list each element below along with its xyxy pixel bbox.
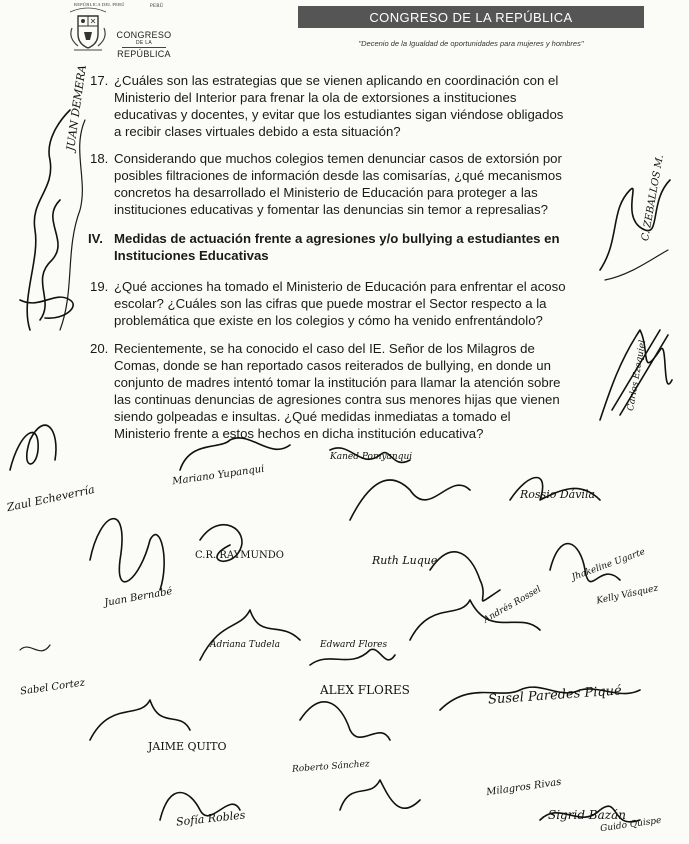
handwritten-name-20: Jhakeline Ugarte [570, 547, 647, 583]
question-17-line-1: ¿Cuáles son las estrategias que se vienen aplicando en coordinación con el [114, 73, 559, 88]
question-19-line-3: problemática que existe en los colegios y cómo ha venido enfrentándolo? [114, 313, 543, 328]
emblem-arc-text: REPÚBLICA DEL PERÚ [74, 2, 125, 7]
question-20-line-3: conjunto de madres intentó tomar la institución para llamar la atención sobre [114, 375, 561, 390]
question-19 [114, 278, 576, 329]
question-18-line-2: posibles filtraciones de información desde las comisarías, ¿qué mecanismos [114, 168, 562, 183]
handwritten-name-24: Guido Quispe [599, 815, 663, 835]
coat-of-arms-icon [66, 6, 110, 56]
emblem-small-text: PERÚ [150, 4, 164, 9]
institution-name [116, 30, 172, 59]
question-19-number: 19. [90, 279, 109, 294]
handwritten-name-3: Mariano Yupanqui [171, 463, 266, 488]
handwritten-name-8: JAIME QUITO [148, 740, 227, 753]
question-17 [114, 72, 576, 140]
question-19-line-2: escolar? ¿Cuáles son las cifras que puede mostrar el Sector respecto a la [114, 296, 547, 311]
handwritten-name-5: Sabel Cortez [19, 677, 86, 698]
handwritten-name-6: ALEX FLORES [320, 683, 410, 697]
question-17-line-4: a recibir clases virtuales debido a esta situación? [114, 124, 401, 139]
handwritten-name-10: Sigrid Bazán [548, 808, 626, 822]
section-iv-title-line-2: Instituciones Educativas [114, 248, 269, 263]
handwritten-name-2: C. ZEBALLOS M. [640, 153, 667, 242]
section-iv-title [114, 230, 584, 264]
question-18-line-1: Considerando que muchos colegios temen denunciar casos de extorsión por [114, 151, 562, 166]
question-20 [114, 340, 576, 442]
handwritten-name-19: Juan Bernabé [103, 586, 174, 609]
handwritten-name-9: Milagros Rivas [485, 776, 562, 799]
handwritten-name-15: Sofía Robles [175, 808, 246, 829]
handwritten-name-21: Kelly Vásquez [595, 583, 660, 607]
question-18 [114, 150, 576, 218]
question-17-number: 17. [90, 73, 109, 88]
institution-line1: CONGRESO [116, 30, 172, 40]
question-20-line-4: las continuas denuncias de agresiones contra sus menores hijas que vienen [114, 392, 560, 407]
question-20-line-6: Ministerio frente a estos hechos en dicha institución educativa? [114, 426, 484, 441]
question-20-line-1: Recientemente, se ha conocido el caso del IE. Señor de los Milagros de [114, 341, 535, 356]
handwritten-name-4: Rossio Dávila [520, 488, 596, 501]
section-iv-number: IV. [88, 231, 103, 246]
institution-line2: REPÚBLICA [117, 49, 171, 59]
handwritten-name-16: Roberto Sánchez [291, 759, 370, 775]
handwritten-name-11: C.R. RAYMUNDO [195, 550, 284, 561]
handwritten-name-17: Edward Flores [320, 640, 388, 650]
handwritten-name-23: Carlos Ezequiel [626, 339, 649, 412]
question-18-line-3: concretos ha desarrollado el Ministerio de Educación para proteger a las [114, 185, 538, 200]
institution-divider [122, 47, 166, 48]
question-17-line-2: Ministerio del Interior para frenar la ola de extorsiones a instituciones [114, 90, 517, 105]
question-18-line-4: instituciones educativas y fomentar las denuncias sin temor a represalias? [114, 202, 548, 217]
signature-row-3 [20, 600, 540, 665]
handwritten-name-7: Susel Paredes Piqué [487, 683, 623, 708]
question-20-line-5: siendo golpeadas e insultas. ¿Qué medidas inmediatas a tomado el [114, 409, 511, 424]
handwritten-name-22: Andrés Rossel [481, 584, 543, 626]
handwritten-name-12: Ruth Luque [372, 554, 438, 567]
institution-connector: DE LA [136, 40, 152, 46]
question-19-line-1: ¿Qué acciones ha tomado el Ministerio de Educación para enfrentar el acoso [114, 279, 566, 294]
handwritten-name-18: Adriana Tudela [210, 640, 280, 650]
signature-right-upper [600, 180, 670, 280]
handwritten-name-13: Kaned Pomyanqui [330, 452, 413, 462]
question-18-number: 18. [90, 151, 109, 166]
question-17-line-3: educativas y docentes, y evitar que los estudiantes sigan viéndose obligados [114, 107, 564, 122]
handwritten-name-1: JUAN DEMERA [64, 64, 89, 152]
handwritten-name-14: Zaul Echeverría [5, 482, 96, 515]
question-20-number: 20. [90, 341, 109, 356]
congress-emblem [62, 2, 172, 58]
section-iv-title-line-1: Medidas de actuación frente a agresiones y/o bullying a estudiantes en [114, 231, 560, 246]
decade-slogan: "Decenio de la Igualdad de oportunidades para mujeres y hombres" [358, 39, 584, 48]
congress-banner: CONGRESO DE LA REPÚBLICA [298, 6, 644, 28]
question-20-line-2: Comas, donde se han reportado casos reiterados de bullying, en donde un [114, 358, 551, 373]
